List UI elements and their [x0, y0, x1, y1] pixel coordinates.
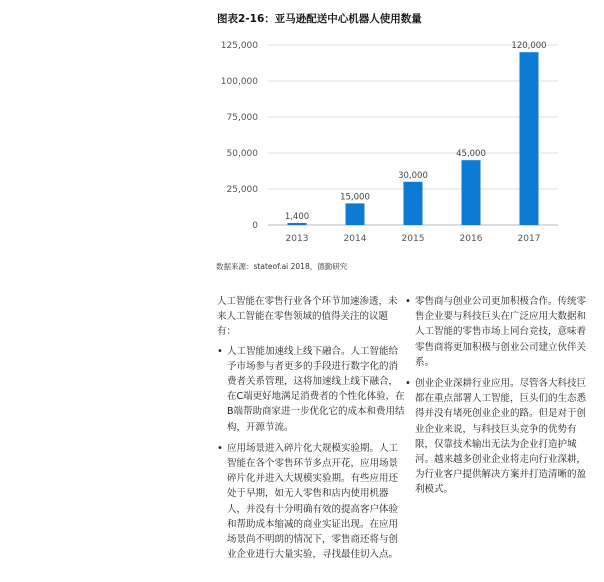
- bullet-text: 创业企业深耕行业应用。尽管各大科技巨都在重点部署人工智能，巨头们的生态悉得并没有堵死创业企业的路。但是对于创业企业来说，与科技巨头竞争的优势有限，仅靠技术输出无法为企业打造护城河。越来越多创业企业将走向行业深耕，为行业客户提供解决方案并打造清晰的盈利模式。: [415, 378, 587, 496]
- bar-chart: [200, 30, 560, 250]
- x-tick-label: 2016: [459, 234, 483, 244]
- data-source: 数据来源：stateof.ai 2018，德勤研究: [216, 262, 348, 271]
- bullet-icon: •: [217, 442, 223, 454]
- bullet-icon: •: [217, 345, 223, 357]
- y-tick-label: 25,000: [226, 185, 258, 195]
- data-label: 45,000: [456, 149, 486, 160]
- bar: [520, 52, 539, 225]
- chart-title: 图表2-16：亚马逊配送中心机器人使用数量: [217, 13, 422, 25]
- x-tick-label: 2015: [401, 234, 425, 244]
- bullet-text: 应用场景进入碎片化大规模实验期。人工智能在各个零售环节多点开花，应用场景碎片化并进入大规模实验期。有些应用还处于早期，如无人零售和店内使用机器人，并没有十分明确有效的提高客户体验和帮助成本缩减的商业实证出现。在应用场景尚不明朗的情况下，零售商还将与创业企业进行大量实验，寻找最佳切入点。: [227, 442, 399, 561]
- y-tick-label: 0: [252, 221, 258, 231]
- x-tick-label: 2017: [517, 234, 541, 244]
- bar: [462, 160, 481, 225]
- y-tick-label: 125,000: [220, 41, 258, 51]
- bullet-item: [217, 441, 405, 563]
- bullet-item: [405, 294, 593, 370]
- y-tick-label: 100,000: [220, 77, 258, 87]
- bar: [346, 203, 365, 225]
- data-label: 120,000: [511, 41, 547, 52]
- intro-paragraph: 人工智能在零售行业各个环节加速渗透，未来人工智能在零售领域的值得关注的议题有：: [217, 296, 398, 338]
- bullet-list-left: [217, 344, 405, 563]
- y-tick-label: 75,000: [226, 113, 258, 123]
- bar: [404, 182, 423, 225]
- bar: [288, 223, 307, 225]
- text-column-right: [405, 294, 593, 504]
- data-label: 1,400: [284, 211, 310, 222]
- x-tick-label: 2013: [285, 234, 309, 244]
- bullet-item: [217, 344, 405, 435]
- data-label: 15,000: [340, 192, 370, 203]
- bullet-icon: •: [405, 378, 411, 390]
- bullet-item: [405, 376, 593, 498]
- bullet-text: 人工智能加速线上线下融合。人工智能给予市场参与者更多的手段进行数字化的消费者关系管理，这将加速线上线下融合，在C端更好地满足消费者的个性化体验，在B端帮助商家进一步优化它的成本和费用结构，开源节流。: [227, 345, 405, 433]
- bullet-icon: •: [405, 296, 411, 307]
- x-tick-label: 2014: [343, 234, 367, 244]
- bullet-text: 零售商与创业公司更加积极合作。传统零售企业要与科技巨头在广泛应用大数据和人工智能的零售市场上同台竞技，意味着零售商将更加积极与创业公司建立伙伴关系。: [415, 296, 587, 368]
- y-tick-label: 50,000: [226, 149, 258, 159]
- data-label: 30,000: [398, 170, 428, 181]
- text-column-left: [217, 294, 405, 568]
- bullet-list-right: [405, 294, 593, 498]
